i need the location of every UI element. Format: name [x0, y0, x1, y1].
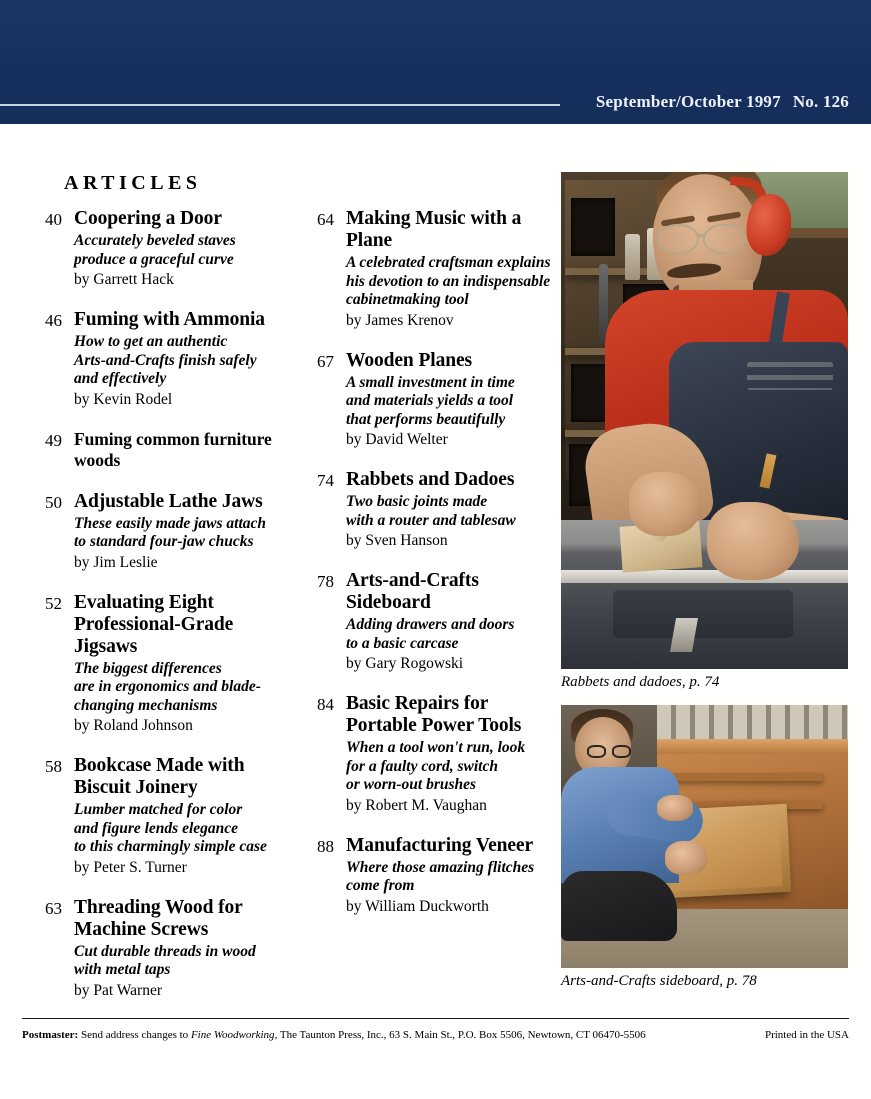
article-description: Lumber matched for color and figure lends elegance to this charmingly simple case [74, 801, 267, 855]
article-byline: by William Duckworth [346, 897, 489, 915]
article-title[interactable]: Arts-and-Crafts Sideboard [346, 570, 479, 613]
article-title[interactable]: Basic Repairs for Portable Power Tools [346, 693, 522, 736]
article-title[interactable]: Threading Wood for Machine Screws [74, 896, 243, 940]
tablesaw-fence [561, 570, 848, 583]
article-description: A small investment in time and materials yields a tool that performs beautifully [346, 373, 515, 428]
article-page-number: 64 [317, 210, 334, 229]
article-title[interactable]: Adjustable Lathe Jaws [74, 490, 263, 512]
article-entry[interactable] [294, 350, 552, 450]
article-entry-body [74, 208, 290, 289]
publication-name: Fine Woodworking [190, 1029, 275, 1041]
article-description: These easily made jaws attach to standard four-jaw chucks [74, 514, 267, 550]
article-page-number: 84 [317, 695, 334, 714]
article-byline: by Gary Rogowski [346, 655, 464, 672]
article-entry-body [346, 693, 552, 815]
article-byline: by Sven Hanson [346, 532, 448, 549]
maker-hand-lower [665, 841, 707, 875]
footer-divider [22, 1018, 849, 1019]
article-description: Adding drawers and doors to a basic carcase [346, 616, 515, 652]
article-page-number: 58 [45, 757, 62, 776]
glasses-lens-right [612, 745, 631, 758]
article-title[interactable]: Fuming common furniture woods [74, 428, 272, 470]
article-byline: by David Welter [346, 431, 448, 448]
printed-in-usa: Printed in the USA [764, 1029, 849, 1041]
articles-column-left [22, 208, 290, 1000]
article-byline: by Kevin Rodel [74, 390, 173, 408]
article-page-number: 67 [317, 351, 334, 371]
article-byline: by Jim Leslie [74, 553, 158, 571]
sideboard-side-panel [783, 763, 848, 909]
article-entry[interactable] [294, 570, 552, 673]
masthead-date-line [596, 92, 849, 112]
article-entry-body [74, 309, 290, 409]
maker-legs [561, 871, 677, 941]
photo-tablesaw [561, 172, 848, 669]
article-description: Accurately beveled staves produce a graceful curve [74, 232, 236, 268]
article-description: Cut durable threads in wood with metal taps [74, 942, 256, 978]
article-byline: by Pat Warner [74, 981, 162, 999]
photo-caption-tablesaw: Rabbets and dadoes, p. 74 [561, 674, 720, 690]
article-page-number: 46 [45, 311, 62, 330]
worker-glasses [657, 224, 759, 254]
articles-column-right [294, 208, 552, 916]
article-entry[interactable] [22, 592, 290, 736]
article-entry[interactable] [294, 469, 552, 550]
article-title[interactable]: Making Music with a Plane [346, 208, 522, 251]
article-page-number: 40 [45, 210, 62, 229]
article-description: The biggest differences are in ergonomics and blade- changing mechanisms [74, 659, 261, 714]
article-entry-body [346, 835, 552, 916]
article-entry-body [74, 429, 290, 471]
article-page-number: 88 [317, 836, 334, 856]
postmaster-notice [22, 1028, 646, 1043]
article-entry-body [74, 491, 290, 572]
shelf-bottle [625, 234, 640, 280]
article-entry[interactable] [22, 491, 290, 572]
article-description: Where those amazing flitches come from [346, 858, 535, 894]
glasses-lens-left [657, 224, 699, 254]
postmaster-text-after: , The Taunton Press, Inc., 63 S. Main St., P.O. Box 5506, Newtown, CT 06470-5506 [274, 1029, 646, 1041]
article-title[interactable]: Rabbets and Dadoes [346, 469, 515, 490]
masthead-banner [0, 0, 871, 124]
article-entry[interactable] [22, 429, 290, 471]
glasses-lens-left [587, 745, 606, 758]
article-entry[interactable] [22, 309, 290, 409]
page-title: ARTICLES [64, 172, 202, 194]
article-description: When a tool won't run, look for a faulty cord, switch or worn-out brushes [346, 739, 526, 793]
article-title[interactable]: Coopering a Door [74, 208, 222, 229]
shelf-cubby [571, 198, 615, 256]
article-page-number: 74 [317, 471, 334, 490]
glasses-bridge [698, 234, 706, 237]
article-entry-body [74, 755, 290, 877]
glasses-lens-right [703, 224, 745, 254]
article-entry[interactable] [22, 208, 290, 289]
article-byline: by James Krenov [346, 311, 454, 329]
article-title[interactable]: Wooden Planes [346, 349, 473, 371]
article-description: How to get an authentic Arts-and-Crafts finish safely and effectively [74, 333, 257, 387]
photo-sideboard [561, 705, 848, 968]
article-entry-body [74, 897, 290, 1000]
maker-hand-upper [657, 795, 693, 821]
article-entry[interactable] [22, 897, 290, 1000]
article-entry-body [346, 208, 552, 330]
article-page-number: 63 [45, 898, 62, 918]
contents-page [0, 124, 871, 1099]
article-entry-body [346, 469, 552, 550]
article-byline: by Robert M. Vaughan [346, 796, 487, 814]
article-entry[interactable] [294, 208, 552, 330]
photo-caption-sideboard: Arts-and-Crafts sideboard, p. 78 [561, 973, 757, 989]
article-entry[interactable] [294, 835, 552, 916]
article-title[interactable]: Manufacturing Veneer [346, 834, 534, 856]
article-title[interactable]: Fuming with Ammonia [74, 309, 265, 330]
article-entry[interactable] [294, 693, 552, 815]
postmaster-text-before: Send address changes to [78, 1029, 191, 1041]
article-entry-body [346, 570, 552, 673]
sideboard-top [657, 739, 848, 754]
article-byline: by Garrett Hack [74, 271, 174, 288]
issue-number: No. 126 [792, 92, 849, 111]
article-byline: by Peter S. Turner [74, 858, 187, 876]
article-title[interactable]: Bookcase Made with Biscuit Joinery [74, 755, 245, 798]
worker-hand-right [707, 502, 799, 580]
article-page-number: 49 [45, 430, 62, 450]
article-entry[interactable] [22, 755, 290, 877]
article-page-number: 78 [317, 572, 334, 591]
article-title[interactable]: Evaluating Eight Professional-Grade Jigsaws [74, 591, 234, 657]
article-entry-body [346, 350, 552, 450]
postmaster-label: Postmaster: [22, 1029, 79, 1041]
article-byline: by Roland Johnson [74, 717, 193, 734]
apron-logo [747, 362, 833, 390]
article-description: Two basic joints made with a router and tablesaw [346, 493, 516, 529]
article-entry-body [74, 592, 290, 736]
issue-date: September/October 1997 [595, 92, 781, 111]
masthead-rule [0, 104, 560, 106]
article-page-number: 50 [45, 492, 62, 512]
maker-glasses [587, 745, 631, 758]
article-description: A celebrated craftsman explains his devotion to an indispensable cabinetmaking tool [346, 254, 551, 308]
tablesaw-throat-plate [613, 590, 793, 638]
article-page-number: 52 [45, 593, 62, 613]
worker-hand-left [629, 472, 701, 536]
